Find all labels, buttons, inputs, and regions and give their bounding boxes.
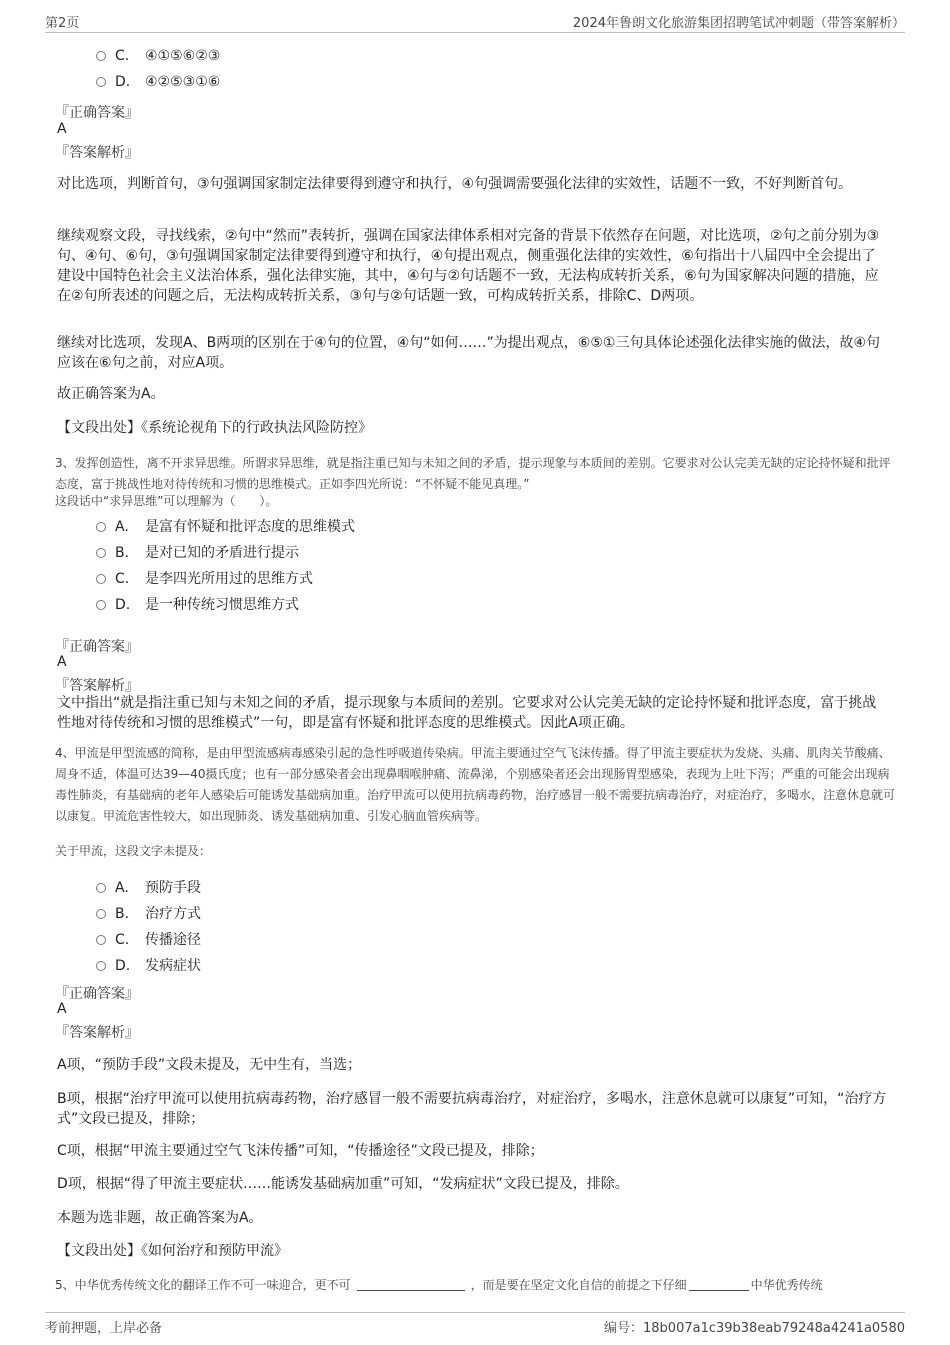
q5-text: 5、中华优秀传统文化的翻译工作不可一味迎合，更不可 ，而是要在坚定文化自信的前提之下仔细 中华优秀传统	[55, 1278, 823, 1292]
q4-source: 【文段出处】《如何治疗和预防甲流》	[57, 1243, 288, 1259]
footer-slogan: 考前押题，上岸必备	[45, 1321, 163, 1336]
q2-analysis-para-1: 对比选项，判断首句，③句强调国家制定法律要得到遵守和执行，④句强调需要强化法律的实效性，话题不一致，不好判断首句。	[57, 176, 853, 192]
q3-option-d[interactable]: D. 是一种传统习惯思维方式	[96, 594, 299, 614]
q3-analysis-label: 『答案解析』	[55, 678, 139, 694]
q2-analysis-para-3: 继续对比选项，发现A、B两项的区别在于④句的位置，④句“如何……”为提出观点，⑥⑤①三句具体论述强化法律实施的做法，故④句应该在⑥句之前，对应A项。	[57, 335, 880, 371]
fill-blank-2[interactable]	[689, 1278, 749, 1291]
q4-option-d[interactable]: D. 发病症状	[96, 955, 201, 975]
radio-icon[interactable]	[96, 574, 106, 584]
radio-icon[interactable]	[96, 935, 106, 945]
q2-option-d[interactable]: D. ④②⑤③①⑥	[96, 74, 220, 90]
q2-analysis-para-4: 故正确答案为A。	[57, 386, 165, 402]
document-title: 2024年鲁朗文化旅游集团招聘笔试冲刺题（带答案解析）	[572, 16, 905, 31]
q3-analysis: 文中指出“就是指注重已知与未知之间的矛盾，提示现象与本质间的差别。它要求对公认完美无缺的定论持怀疑和批评态度，富于挑战性地对待传统和习惯的思维模式”一句，即是富有怀疑和批评态度的思维模式。因此A项正确。	[57, 695, 877, 731]
radio-icon[interactable]	[96, 600, 106, 610]
page-header	[45, 10, 905, 33]
q3-text: 3、发挥创造性，离不开求异思维。所谓求异思维，就是指注重已知与未知之间的矛盾，提示现象与本质间的差别。它要求对公认完美无缺的定论持怀疑和批评态度，富于挑战性地对待传统和习惯的思维模式。正如李四光所说：“不怀疑不能见真理。”	[55, 456, 891, 491]
radio-icon[interactable]	[96, 883, 106, 893]
q4-option-a[interactable]: A. 预防手段	[96, 877, 201, 897]
q2-correct-answer: A	[57, 121, 67, 137]
q3-question: 这段话中“求异思维”可以理解为（ ）。	[55, 494, 278, 508]
q4-analysis-para-3: C项，根据“甲流主要通过空气飞沫传播”可知，“传播途径”文段已提及，排除；	[57, 1143, 544, 1159]
q3-option-c[interactable]: C. 是李四光所用过的思维方式	[96, 568, 313, 588]
q4-analysis-para-1: A项，“预防手段”文段未提及，无中生有，当选；	[57, 1057, 362, 1073]
q3-option-a[interactable]: A. 是富有怀疑和批评态度的思维模式	[96, 516, 355, 536]
q4-analysis-label: 『答案解析』	[55, 1025, 139, 1041]
q2-source: 【文段出处】《系统论视角下的行政执法风险防控》	[57, 420, 372, 436]
q4-analysis-para-4: D项，根据“得了甲流主要症状……能诱发基础病加重”可知，“发病症状”文段已提及，排除。	[57, 1176, 629, 1192]
radio-icon[interactable]	[96, 548, 106, 558]
q4-analysis-para-2: B项，根据“治疗甲流可以使用抗病毒药物，治疗感冒一般不需要抗病毒治疗，对症治疗，多喝水，注意休息就可以康复”可知，“治疗方式”文段已提及，排除；	[57, 1091, 887, 1127]
radio-icon[interactable]	[96, 51, 106, 61]
radio-icon[interactable]	[96, 961, 106, 971]
document-id: 编号：18b007a1c39b38eab79248a4241a0580	[604, 1321, 905, 1336]
q3-correct-answer: A	[57, 654, 67, 670]
radio-icon[interactable]	[96, 77, 106, 87]
radio-icon[interactable]	[96, 522, 106, 532]
q4-analysis-para-5: 本题为选非题，故正确答案为A。	[57, 1210, 263, 1226]
fill-blank-1[interactable]	[357, 1278, 465, 1291]
q4-option-c[interactable]: C. 传播途径	[96, 929, 201, 949]
page-footer	[45, 1312, 905, 1337]
q4-text: 4、甲流是甲型流感的简称，是由甲型流感病毒感染引起的急性呼吸道传染病。甲流主要通过空气飞沫传播。得了甲流主要症状为发烧、头痛、肌肉关节酸痛、周身不适，体温可达39—40摄氏度；也有一部分感染者会出现鼻咽喉肿痛、流鼻涕，个别感染者还会出现肠胃型感染，表现为上吐下泻；严重的可能会出现病毒性肺炎，有基础病的老年人感染后可能诱发基础病加重。治疗甲流可以使用抗病毒药物，治疗感冒一般不需要抗病毒治疗，对症治疗，多喝水，注意休息就可以康复。甲流危害性较大，如出现肺炎、诱发基础病加重、引发心脑血管疾病等。	[55, 746, 896, 823]
q4-option-b[interactable]: B. 治疗方式	[96, 903, 201, 923]
q3-option-b[interactable]: B. 是对已知的矛盾进行提示	[96, 542, 299, 562]
q2-analysis-para-2: 继续观察文段，寻找线索，②句中“然而”表转折，强调在国家法律体系相对完备的背景下依然存在问题，对比选项，②句之前分别为③句、④句、⑥句，③句强调国家制定法律要得到遵守和执行，④句提出观点，侧重强化法律的实效性，⑥句指出十八届四中全会提出了建设中国特色社会主义法治体系，强化法律实施，其中，④句与②句话题不一致，无法构成转折关系，⑥句为国家解决问题的措施，应在②句所表述的问题之后，无法构成转折关系，③句与②句话题一致，可构成转折关系，排除C、D两项。	[57, 228, 880, 304]
q2-option-c[interactable]: C. ④①⑤⑥②③	[96, 48, 220, 64]
q2-analysis-label: 『答案解析』	[55, 145, 139, 161]
q2-correct-label: 『正确答案』	[55, 105, 139, 121]
q4-question: 关于甲流，这段文字未提及：	[55, 844, 212, 858]
q4-correct-answer: A	[57, 1001, 67, 1017]
radio-icon[interactable]	[96, 909, 106, 919]
q4-correct-label: 『正确答案』	[55, 986, 139, 1002]
q3-correct-label: 『正确答案』	[55, 639, 139, 655]
page-number: 第2页	[45, 16, 80, 31]
